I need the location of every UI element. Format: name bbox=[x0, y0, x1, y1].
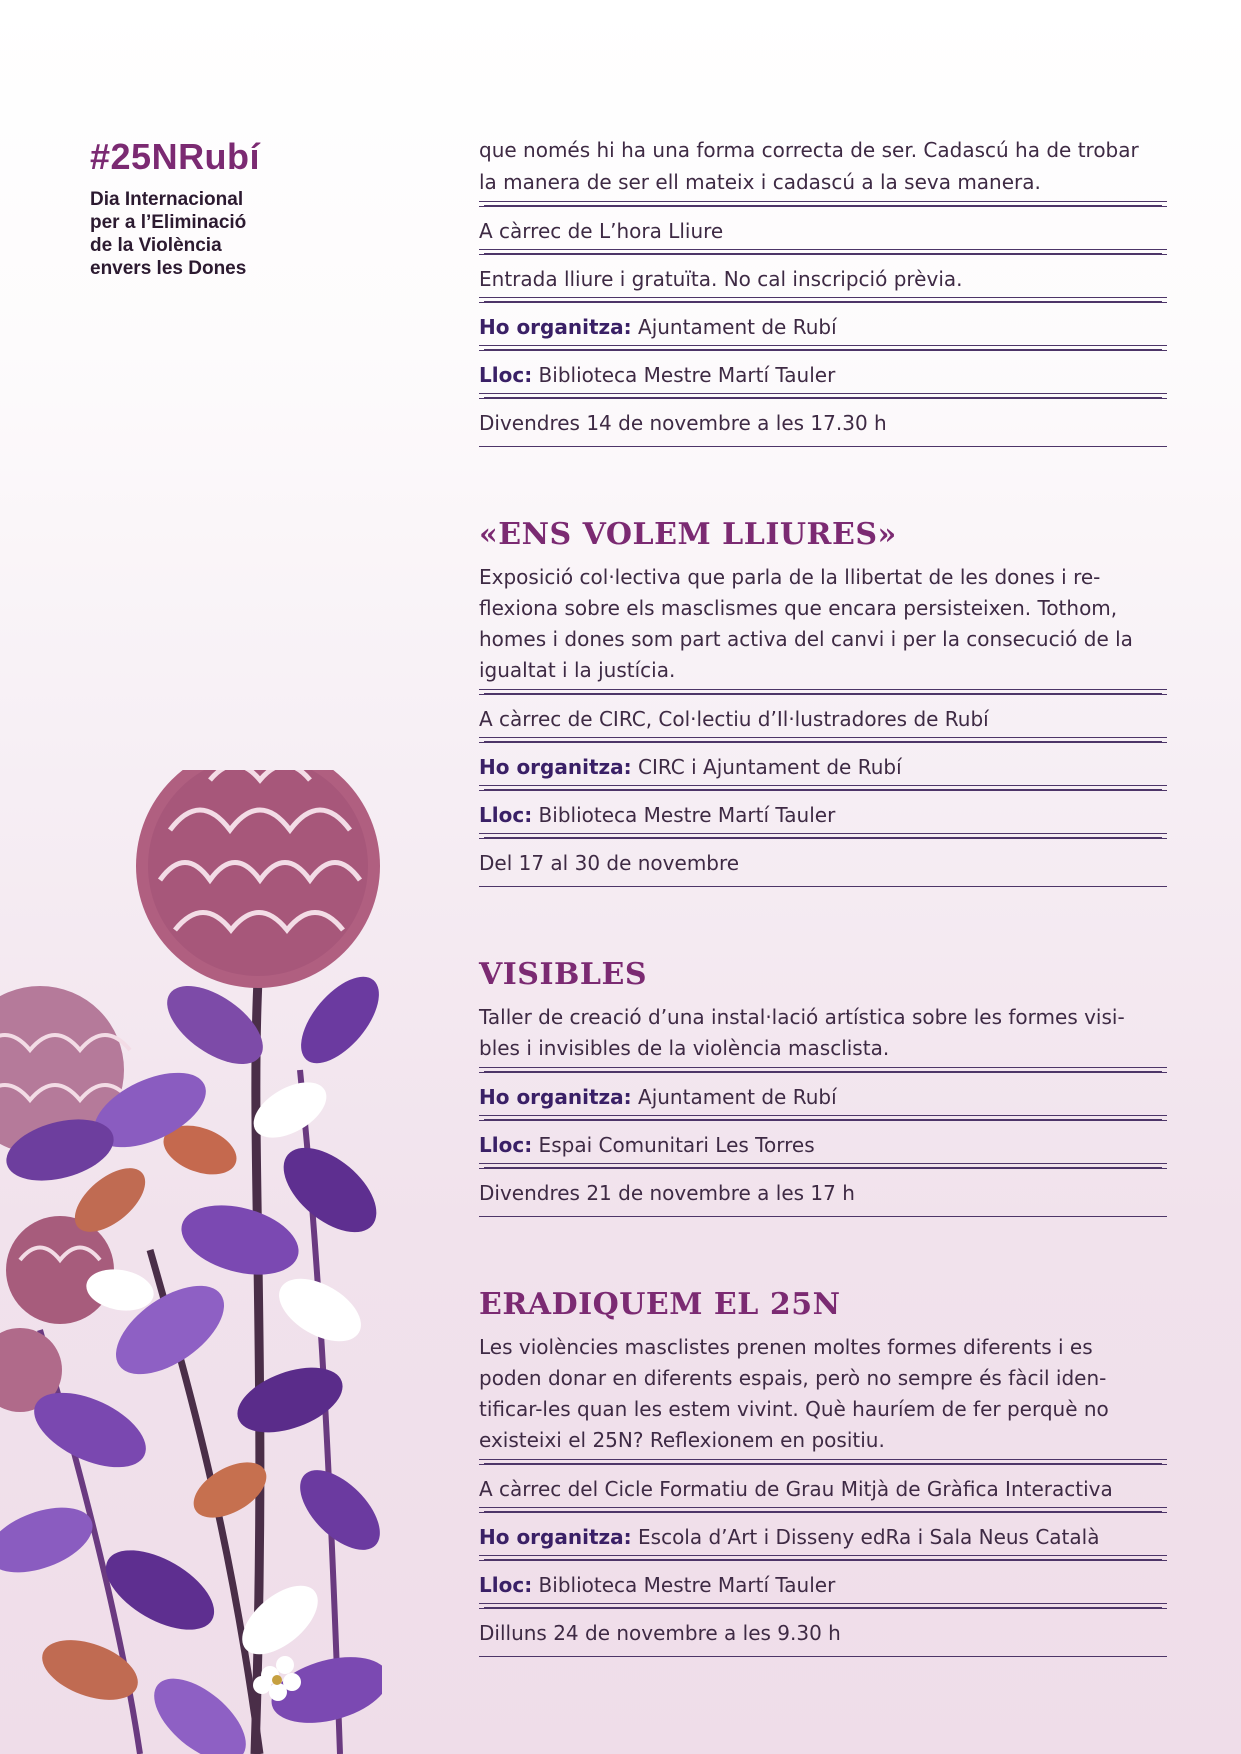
info-row bbox=[479, 1512, 1167, 1560]
text-line: poden donar en diferents espais, però no sempre és fàcil iden- bbox=[479, 1366, 1107, 1390]
date-row bbox=[479, 1168, 1167, 1217]
date-row bbox=[479, 1608, 1167, 1657]
row-label: Lloc: bbox=[479, 1573, 533, 1597]
text-line: igualtat i la justícia. bbox=[479, 658, 676, 682]
event-eradiquem-el-25n bbox=[479, 1287, 1167, 1657]
info-row bbox=[479, 206, 1167, 254]
lead-text bbox=[479, 134, 1167, 206]
info-row bbox=[479, 1560, 1167, 1608]
flower-illustration bbox=[0, 770, 382, 1754]
left-header bbox=[90, 136, 330, 280]
info-row bbox=[479, 790, 1167, 838]
info-row bbox=[479, 302, 1167, 350]
text-line: existeixi el 25N? Reflexionem en positiu. bbox=[479, 1428, 885, 1452]
info-row bbox=[479, 742, 1167, 790]
subtitle-line: de la Violència bbox=[90, 235, 222, 256]
date-row bbox=[479, 838, 1167, 887]
row-label: Lloc: bbox=[479, 1133, 533, 1157]
row-label: Ho organitza: bbox=[479, 755, 632, 779]
row-value: Divendres 14 de novembre a les 17.30 h bbox=[479, 411, 887, 435]
row-value: Dilluns 24 de novembre a les 9.30 h bbox=[479, 1621, 841, 1645]
text-line: que només hi ha una forma correcta de ser. Cadascú ha de trobar bbox=[479, 138, 1139, 162]
row-value: Del 17 al 30 de novembre bbox=[479, 851, 740, 875]
info-row bbox=[479, 694, 1167, 742]
text-line: Les violències masclistes prenen moltes formes diferents i es bbox=[479, 1335, 1093, 1359]
event-description bbox=[479, 1002, 1167, 1072]
subtitle-line: Dia Internacional bbox=[90, 189, 244, 210]
row-value: Biblioteca Mestre Martí Tauler bbox=[532, 1573, 836, 1597]
info-row bbox=[479, 1464, 1167, 1512]
subtitle-line: per a l’Eliminació bbox=[90, 212, 247, 233]
row-value: CIRC i Ajuntament de Rubí bbox=[631, 755, 902, 779]
info-row bbox=[479, 350, 1167, 398]
text-line: Exposició col·lectiva que parla de la llibertat de les dones i re- bbox=[479, 565, 1101, 589]
text-line: bles i invisibles de la violència masclista. bbox=[479, 1036, 890, 1060]
text-line: homes i dones som part activa del canvi i per la consecució de la bbox=[479, 627, 1133, 651]
row-label: Ho organitza: bbox=[479, 315, 632, 339]
event-list bbox=[479, 134, 1167, 1657]
event-description bbox=[479, 562, 1167, 694]
text-line: Taller de creació d’una instal·lació artística sobre les formes visi- bbox=[479, 1005, 1125, 1029]
hashtag-title: #25NRubí bbox=[90, 136, 261, 177]
row-value: Entrada lliure i gratuïta. No cal inscripció prèvia. bbox=[479, 267, 963, 291]
event-title: «ENS VOLEM LLIURES» bbox=[479, 517, 897, 552]
event-title: VISIBLES bbox=[479, 957, 647, 992]
event-visibles bbox=[479, 957, 1167, 1217]
event-ens-volem-lliures bbox=[479, 517, 1167, 887]
row-value: Biblioteca Mestre Martí Tauler bbox=[532, 803, 836, 827]
event-title: ERADIQUEM EL 25N bbox=[479, 1287, 841, 1322]
intro-event bbox=[479, 134, 1167, 447]
date-row bbox=[479, 398, 1167, 447]
row-value: A càrrec de CIRC, Col·lectiu d’Il·lustradores de Rubí bbox=[479, 707, 989, 731]
row-value: Ajuntament de Rubí bbox=[631, 1085, 837, 1109]
row-label: Lloc: bbox=[479, 803, 533, 827]
info-row bbox=[479, 1072, 1167, 1120]
row-value: Divendres 21 de novembre a les 17 h bbox=[479, 1181, 855, 1205]
row-label: Ho organitza: bbox=[479, 1085, 632, 1109]
row-value: A càrrec del Cicle Formatiu de Grau Mitjà de Gràfica Interactiva bbox=[479, 1477, 1113, 1501]
text-line: tificar-les quan les estem vivint. Què hauríem de fer perquè no bbox=[479, 1397, 1109, 1421]
text-line: flexiona sobre els masclismes que encara persisteixen. Tothom, bbox=[479, 596, 1118, 620]
row-label: Lloc: bbox=[479, 363, 533, 387]
row-value: Biblioteca Mestre Martí Tauler bbox=[532, 363, 836, 387]
row-value: Escola d’Art i Disseny edRa i Sala Neus Català bbox=[631, 1525, 1100, 1549]
event-description bbox=[479, 1332, 1167, 1464]
info-row bbox=[479, 1120, 1167, 1168]
row-value: Espai Comunitari Les Torres bbox=[532, 1133, 815, 1157]
row-label: Ho organitza: bbox=[479, 1525, 632, 1549]
row-value: Ajuntament de Rubí bbox=[631, 315, 837, 339]
text-line: la manera de ser ell mateix i cadascú a la seva manera. bbox=[479, 170, 1041, 194]
row-value: A càrrec de L’hora Lliure bbox=[479, 219, 724, 243]
subtitle-line: envers les Dones bbox=[90, 258, 247, 279]
info-row bbox=[479, 254, 1167, 302]
